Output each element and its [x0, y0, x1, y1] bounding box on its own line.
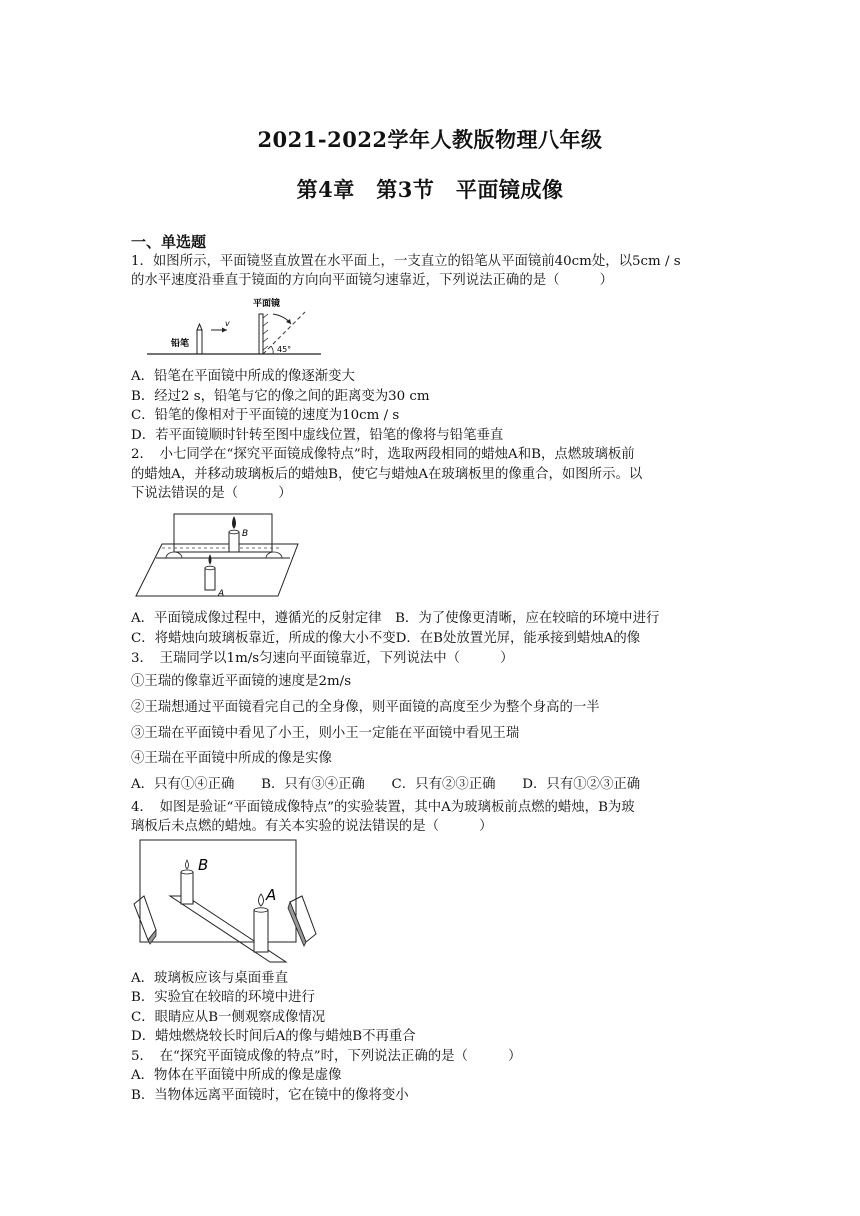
- q1-figure-mirror-pencil: [145, 296, 325, 362]
- q1-option-b: B．经过2 s，铅笔与它的像之间的距离变为30 cm: [131, 389, 430, 404]
- q1-option-c: C．铅笔的像相对于平面镜的速度为10cm / s: [131, 408, 400, 423]
- q4-stem-line2: 璃板后未点燃的蜡烛。有关本实验的说法错误的是（ ）: [131, 819, 493, 834]
- q3-options: A．只有①④正确 B．只有③④正确 C．只有②③正确 D．只有①②③正确: [131, 777, 641, 792]
- q2-figure-glass-candles: [132, 510, 304, 602]
- q1-stem-line2: 的水平速度沿垂直于镜面的方向向平面镜匀速靠近，下列说法正确的是（ ）: [131, 273, 614, 288]
- q2-options-cd: C．将蜡烛向玻璃板靠近，所成的像大小不变D．在B处放置光屏，能承接到蜡烛A的像: [131, 631, 641, 646]
- q4-fig-label-a: A: [266, 886, 277, 904]
- q2-stem-line3: 下说法错误的是（ ）: [131, 486, 292, 501]
- q1-fig-velocity-label: v: [225, 319, 230, 328]
- section-heading: 一、单选题: [131, 233, 207, 251]
- q2-fig-label-b: B: [242, 529, 249, 539]
- q1-stem-line1: 1．如图所示，平面镜竖直放置在水平面上，一支直立的铅笔从平面镜前40cm处，以5cm / s: [131, 254, 681, 269]
- q1-fig-angle-label: 45°: [277, 345, 292, 354]
- q2-stem-line1: 2． 小七同学在“探究平面镜成像特点”时，选取两段相同的蜡烛A和B，点燃玻璃板前: [131, 447, 635, 462]
- q3-statement-2: ②王瑞想通过平面镜看完自己的全身像，则平面镜的高度至少为整个身高的一半: [131, 700, 600, 715]
- q4-option-a: A．玻璃板应该与桌面垂直: [131, 971, 288, 986]
- q3-statement-1: ①王瑞的像靠近平面镜的速度是2m/s: [131, 674, 352, 689]
- q5-option-a: A．物体在平面镜中所成的像是虚像: [131, 1068, 342, 1083]
- q1-fig-pencil-label: 铅笔: [171, 339, 190, 349]
- q4-stem-line1: 4． 如图是验证“平面镜成像特点”的实验装置，其中A为玻璃板前点燃的蜡烛，B为玻: [131, 800, 635, 815]
- q3-statement-3: ③王瑞在平面镜中看见了小王，则小王一定能在平面镜中看见王瑞: [131, 726, 520, 741]
- q4-option-c: C．眼睛应从B一侧观察成像情况: [131, 1010, 326, 1025]
- chapter-title: 第4章 第3节 平面镜成像: [296, 177, 564, 202]
- q3-stem-line1: 3． 王瑞同学以1m/s匀速向平面镜靠近，下列说法中（ ）: [131, 651, 514, 666]
- q4-figure-experiment-setup: [128, 838, 324, 968]
- q1-option-a: A．铅笔在平面镜中所成的像逐渐变大: [131, 369, 355, 384]
- q2-fig-label-a: A: [218, 589, 225, 599]
- q2-stem-line2: 的蜡烛A，并移动玻璃板后的蜡烛B，使它与蜡烛A在玻璃板里的像重合，如图所示。以: [131, 467, 643, 482]
- q4-fig-label-b: B: [198, 856, 209, 874]
- document-title: 2021-2022学年人教版物理八年级: [257, 127, 603, 152]
- q4-option-d: D．蜡烛燃烧较长时间后A的像与蜡烛B不再重合: [131, 1029, 416, 1044]
- q2-options-ab: A．平面镜成像过程中，遵循光的反射定律 B．为了使像更清晰，应在较暗的环境中进行: [131, 611, 660, 626]
- q1-option-d: D．若平面镜顺时针转至图中虚线位置，铅笔的像将与铅笔垂直: [131, 428, 504, 443]
- q4-option-b: B．实验宜在较暗的环境中进行: [131, 990, 315, 1005]
- q5-option-b: B．当物体远离平面镜时，它在镜中的像将变小: [131, 1088, 409, 1103]
- q5-stem-line1: 5． 在“探究平面镜成像的特点”时，下列说法正确的是（ ）: [131, 1049, 522, 1064]
- q3-statement-4: ④王瑞在平面镜中所成的像是实像: [131, 751, 332, 766]
- q1-fig-mirror-label: 平面镜: [253, 299, 281, 309]
